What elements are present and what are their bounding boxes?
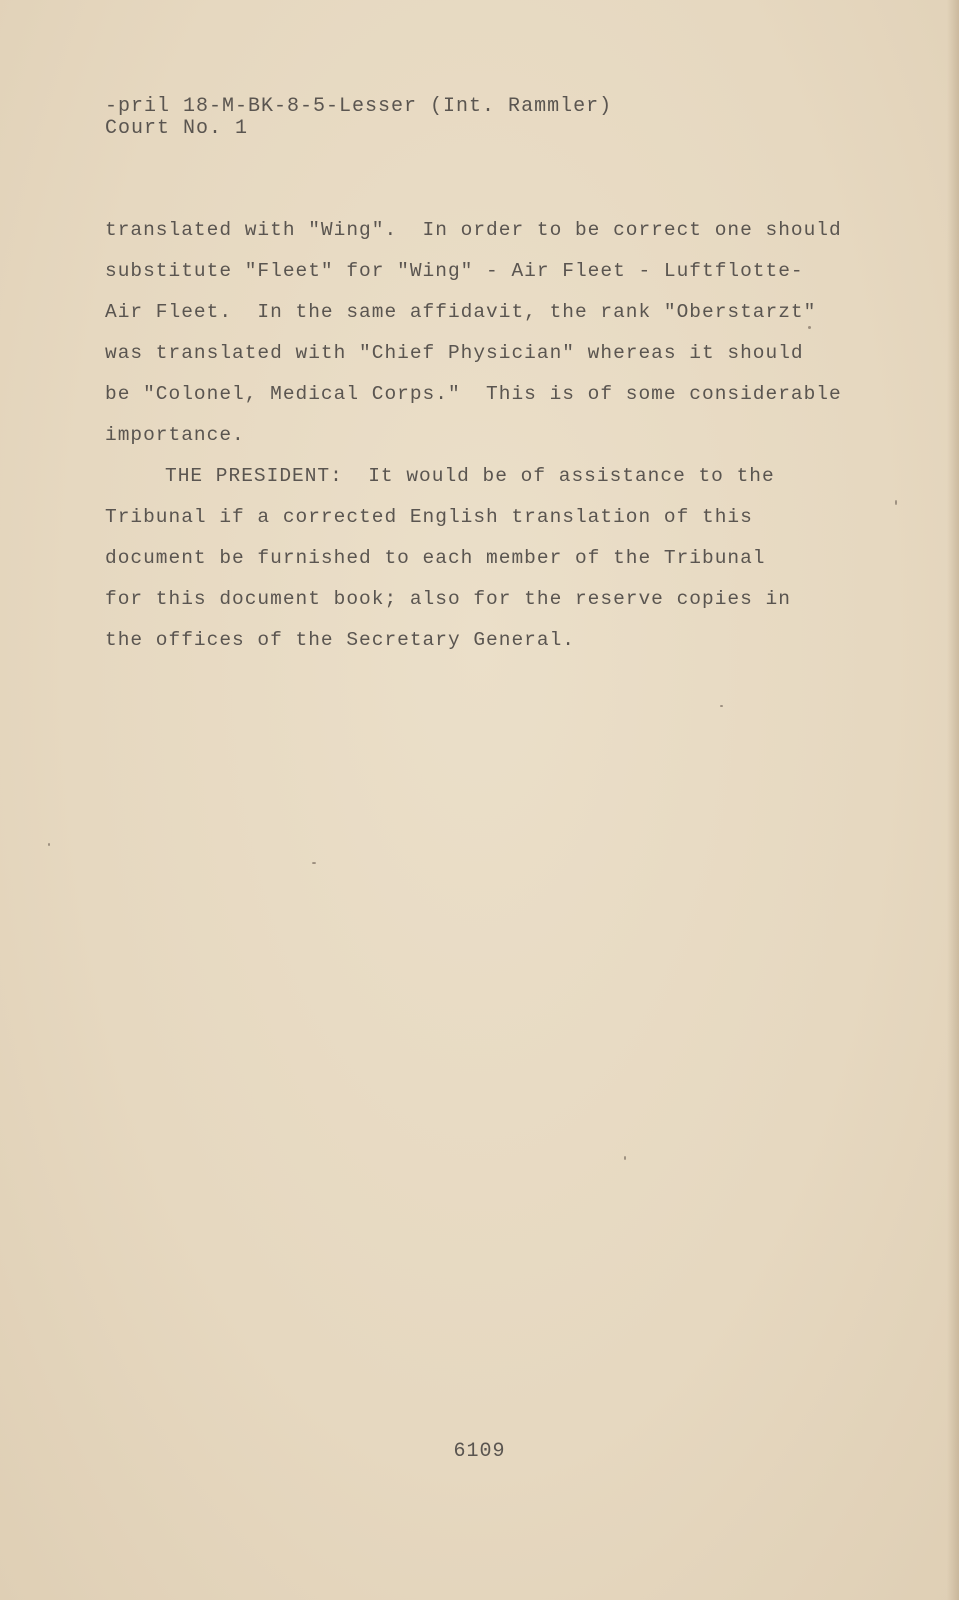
body-line: Air Fleet. In the same affidavit, the rank "Oberstarzt" [105,301,817,323]
paper-speck [895,500,897,505]
page-edge-shadow [947,0,959,1600]
page-number: 6109 [453,1440,506,1463]
document-header [105,96,612,140]
header-line-date-session: -pril 18-M-BK-8-5-Lesser (Int. Rammler) [105,95,613,118]
transcript-body [105,218,842,669]
body-line: importance. [105,424,245,446]
body-line: be "Colonel, Medical Corps." This is of some considerable [105,383,842,405]
body-line: translated with "Wing". In order to be correct one should [105,219,842,241]
body-line: Tribunal if a corrected English translation of this [105,506,753,528]
body-line-speaker: THE PRESIDENT: It would be of assistance to the [165,465,775,487]
body-line: substitute "Fleet" for "Wing" - Air Fleet - Luftflotte- [105,260,804,282]
paper-speck [624,1156,626,1160]
body-line: document be furnished to each member of the Tribunal [105,547,766,569]
body-line: the offices of the Secretary General. [105,629,575,651]
header-line-court: Court No. 1 [105,117,249,140]
paper-speck [48,843,50,846]
body-line: was translated with "Chief Physician" whereas it should [105,342,804,364]
paper-speck [720,705,723,707]
paper-speck [312,862,316,864]
paper-speck [808,326,811,329]
body-line: for this document book; also for the reserve copies in [105,588,791,610]
